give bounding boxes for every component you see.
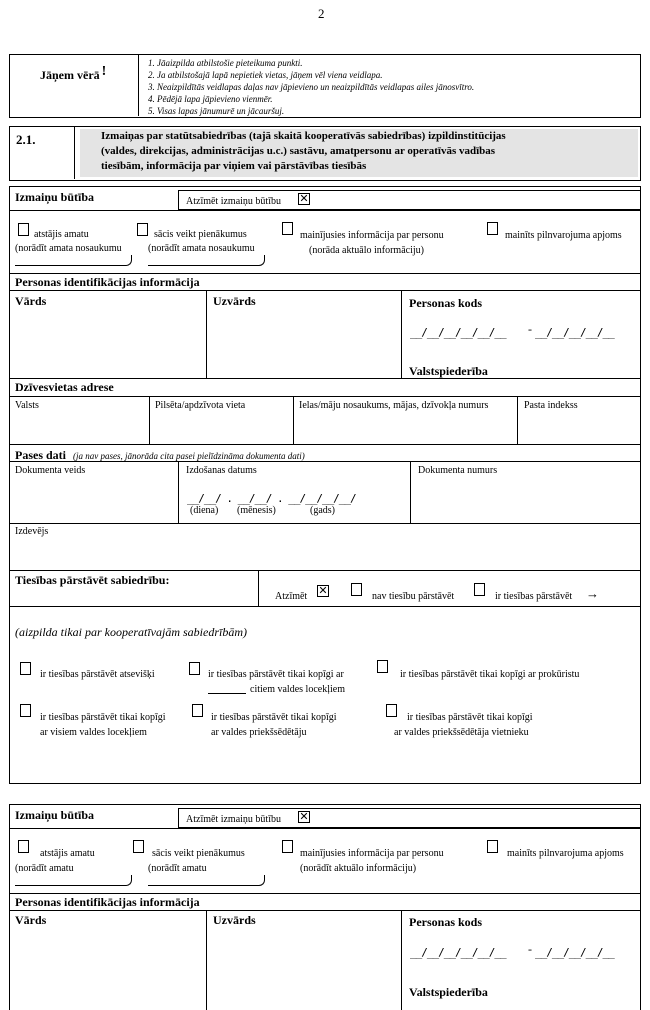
checked-box-icon[interactable]: ✕ bbox=[299, 192, 309, 205]
checkbox-no-rights[interactable] bbox=[351, 583, 362, 596]
jointly-chairman-label-1: ir tiesības pārstāvēt tikai kopīgi bbox=[211, 712, 337, 723]
personal-code-separator: - bbox=[528, 322, 532, 336]
jointly-vice-chairman-label-2: ar valdes priekšsēdētāja vietnieku bbox=[394, 727, 529, 738]
no-rights-label: nav tiesību pārstāvēt bbox=[372, 591, 455, 602]
represent-separately-label: ir tiesības pārstāvēt atsevišķi bbox=[40, 669, 155, 680]
issue-date-input[interactable]: __/__/ . __/__/ . __/__/__/__/ bbox=[187, 492, 356, 505]
section-title-line-1: Izmaiņas par statūtsabiedrības (tajā skaitā kooperatīvās sabiedrības) izpildinstitūcijas bbox=[101, 130, 506, 142]
section-title bbox=[101, 129, 637, 174]
notice-title bbox=[40, 64, 107, 84]
option-started-duties-sub-2: (norādīt amatu bbox=[148, 863, 207, 874]
last-name-label-2: Uzvārds bbox=[213, 913, 256, 927]
option-left-office-sub: (norādīt amata nosaukumu bbox=[15, 243, 122, 254]
checkbox-has-rights[interactable] bbox=[474, 583, 485, 596]
personal-code-label: Personas kods bbox=[409, 296, 483, 310]
change-mark-label: Atzīmēt izmaiņu būtību bbox=[186, 196, 281, 207]
personal-code-input-right-2[interactable]: __/__/__/__/__ bbox=[535, 946, 614, 959]
checkbox-started-duties[interactable] bbox=[137, 223, 148, 236]
jointly-all-board-label-2: ar visiem valdes locekļiem bbox=[40, 727, 147, 738]
doc-type-label: Dokumenta veids bbox=[15, 465, 86, 476]
option-info-changed-sub: (norāda aktuālo informāciju) bbox=[309, 245, 424, 256]
checkbox-jointly-board[interactable] bbox=[189, 662, 200, 675]
citizenship-label: Valstspiederība bbox=[409, 364, 488, 378]
left-office-input-2[interactable] bbox=[15, 875, 132, 886]
has-rights-label: ir tiesības pārstāvēt bbox=[495, 591, 573, 602]
started-duties-input[interactable] bbox=[148, 255, 265, 266]
checkbox-jointly-vice-chairman[interactable] bbox=[386, 704, 397, 717]
city-label: Pilsēta/apdzīvota vieta bbox=[155, 400, 246, 411]
checkbox-info-changed-2[interactable] bbox=[282, 840, 293, 853]
change-mark-label-2: Atzīmēt izmaiņu būtību bbox=[186, 814, 281, 825]
country-label: Valsts bbox=[15, 400, 39, 411]
option-info-changed-label: mainījusies informācija par personu bbox=[300, 230, 444, 241]
jointly-all-board-label-1: ir tiesības pārstāvēt tikai kopīgi bbox=[40, 712, 166, 723]
postal-label: Pasta indekss bbox=[524, 400, 578, 411]
checkbox-authority-changed-2[interactable] bbox=[487, 840, 498, 853]
change-title: Izmaiņu būtība bbox=[15, 190, 95, 204]
option-left-office-label-2: atstājis amatu bbox=[40, 848, 95, 859]
jointly-vice-chairman-label-1: ir tiesības pārstāvēt tikai kopīgi bbox=[407, 712, 533, 723]
doc-number-label: Dokumenta numurs bbox=[418, 465, 498, 476]
checkbox-jointly-chairman[interactable] bbox=[192, 704, 203, 717]
checkbox-represent-separately[interactable] bbox=[20, 662, 31, 675]
day-label: (diena) bbox=[190, 505, 219, 516]
section-title-line-3: tiesībām, informācija par viņiem vai pārstāvības tiesībās bbox=[101, 160, 367, 172]
option-started-duties-label: sācis veikt pienākumus bbox=[154, 229, 247, 240]
representation-mark-label: Atzīmēt bbox=[275, 591, 308, 602]
month-label: (mēnesis) bbox=[237, 505, 276, 516]
checkbox-jointly-all-board[interactable] bbox=[20, 704, 31, 717]
section-title-line-2: (valdes, direkcijas, administrācijas u.c.) sastāvu, amatpersonu ar operatīvās vadības bbox=[101, 145, 496, 157]
notice-line-1: 1. Jāaizpilda atbilstošie pieteikuma punkti. bbox=[148, 58, 303, 68]
last-name-label: Uzvārds bbox=[213, 294, 256, 308]
person-title-2: Personas identifikācijas informācija bbox=[15, 895, 200, 909]
option-left-office-label: atstājis amatu bbox=[34, 229, 89, 240]
notice-line-2: 2. Ja atbilstošajā lapā nepietiek vietas, jāņem vēl viena veidlapa. bbox=[148, 70, 383, 80]
coop-note: (aizpilda tikai par kooperatīvajām sabiedrībām) bbox=[15, 625, 247, 639]
personal-code-input-left-2[interactable]: __/__/__/__/__/__ bbox=[410, 946, 506, 959]
street-label: Ielas/māju nosaukums, mājas, dzīvokļa numurs bbox=[299, 400, 489, 411]
checkbox-started-duties-2[interactable] bbox=[133, 840, 144, 853]
first-name-label-2: Vārds bbox=[15, 913, 47, 927]
jointly-chairman-label-2: ar valdes priekšsēdētāju bbox=[211, 727, 307, 738]
issuer-label: Izdevējs bbox=[15, 526, 49, 537]
arrow-right-icon: → bbox=[586, 586, 599, 601]
option-authority-changed-label: mainīts pilnvarojuma apjoms bbox=[505, 230, 622, 241]
notice-line-3: 3. Neaizpildītās veidlapas daļas nav jāpievieno un neaizpildītās veidlapas ailes jānosvītro. bbox=[148, 82, 475, 92]
notice-title-text: Jāņem vērā bbox=[40, 68, 100, 82]
checkbox-left-office-2[interactable] bbox=[18, 840, 29, 853]
checked-box-icon[interactable]: ✕ bbox=[299, 810, 309, 823]
exclamation-icon: ! bbox=[101, 64, 107, 79]
person-title: Personas identifikācijas informācija bbox=[15, 275, 200, 289]
jointly-board-label-2: citiem valdes locekļiem bbox=[250, 684, 345, 695]
passport-title: Pases dati bbox=[15, 448, 66, 462]
option-authority-changed-label-2: mainīts pilnvarojuma apjoms bbox=[507, 848, 624, 859]
issue-date-label: Izdošanas datums bbox=[186, 465, 257, 476]
option-started-duties-label-2: sācis veikt pienākumus bbox=[152, 848, 245, 859]
option-info-changed-sub-2: (norādīt aktuālo informāciju) bbox=[300, 863, 417, 874]
page-number: 2 bbox=[318, 6, 325, 21]
checkbox-info-changed[interactable] bbox=[282, 222, 293, 235]
option-started-duties-sub: (norādīt amata nosaukumu bbox=[148, 243, 255, 254]
started-duties-input-2[interactable] bbox=[148, 875, 265, 886]
checkbox-jointly-procurist[interactable] bbox=[377, 660, 388, 673]
option-info-changed-label-2: mainījusies informācija par personu bbox=[300, 848, 444, 859]
change-title-2: Izmaiņu būtība bbox=[15, 808, 95, 822]
notice-line-5: 5. Visas lapas jānumurē un jācauršuj. bbox=[148, 106, 285, 116]
personal-code-label-2: Personas kods bbox=[409, 915, 483, 929]
address-title: Dzīvesvietas adrese bbox=[15, 380, 114, 394]
citizenship-label-2: Valstspiederība bbox=[409, 985, 488, 999]
section-number: 2.1. bbox=[16, 132, 36, 147]
passport-note: (ja nav pases, jānorāda cita pasei pielīdzināma dokumenta dati) bbox=[73, 451, 305, 461]
jointly-procurist-label: ir tiesības pārstāvēt tikai kopīgi ar prokūristu bbox=[400, 669, 580, 680]
jointly-board-label-1: ir tiesības pārstāvēt tikai kopīgi ar bbox=[208, 669, 344, 680]
notice-line-4: 4. Pēdējā lapa jāpievieno vienmēr. bbox=[148, 94, 273, 104]
year-label: (gads) bbox=[310, 505, 335, 516]
representation-title: Tiesības pārstāvēt sabiedrību: bbox=[15, 573, 170, 587]
checked-box-icon[interactable]: ✕ bbox=[318, 584, 328, 597]
option-left-office-sub-2: (norādīt amatu bbox=[15, 863, 74, 874]
personal-code-input-left[interactable]: __/__/__/__/__/__ bbox=[410, 326, 506, 339]
checkbox-left-office[interactable] bbox=[18, 223, 29, 236]
personal-code-input-right[interactable]: __/__/__/__/__ bbox=[535, 326, 614, 339]
checkbox-authority-changed[interactable] bbox=[487, 222, 498, 235]
left-office-input[interactable] bbox=[15, 255, 132, 266]
personal-code-separator-2: - bbox=[528, 942, 532, 956]
first-name-label: Vārds bbox=[15, 294, 47, 308]
